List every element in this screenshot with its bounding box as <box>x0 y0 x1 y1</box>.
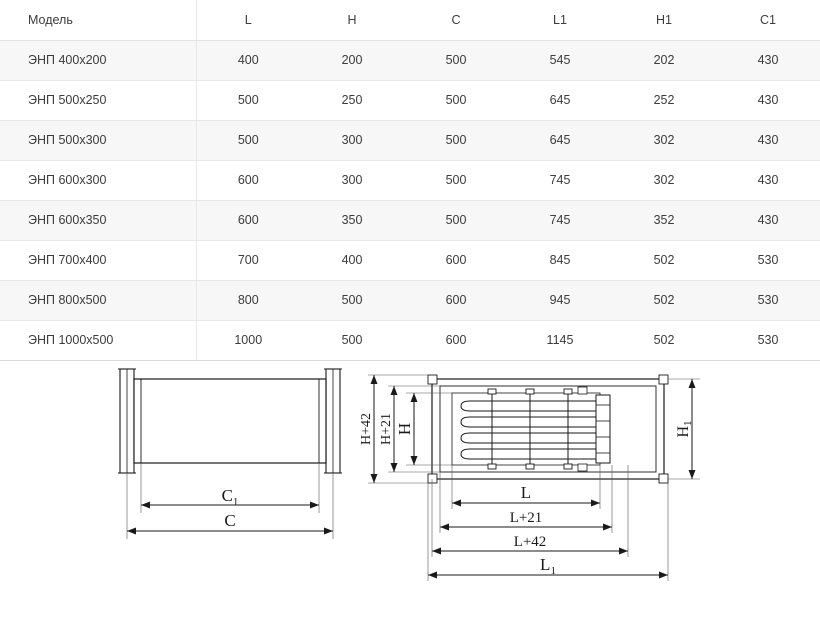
cell-l: 400 <box>196 40 300 80</box>
heater-block <box>452 393 600 465</box>
cell-h1: 302 <box>612 160 716 200</box>
cell-c1: 530 <box>716 320 820 360</box>
cell-l1: 745 <box>508 160 612 200</box>
cell-h1: 202 <box>612 40 716 80</box>
dimension-l1 <box>428 555 668 577</box>
dimension-label-c1: $C_1$ <box>221 485 239 508</box>
support-pad <box>488 389 496 394</box>
cell-l: 800 <box>196 280 300 320</box>
sensor-box <box>578 387 587 394</box>
cell-c1: 530 <box>716 240 820 280</box>
cell-model: ЭНП 800x500 <box>0 280 196 320</box>
cell-c: 500 <box>404 200 508 240</box>
cell-l1: 945 <box>508 280 612 320</box>
dimension-l-plus-21 <box>440 510 612 527</box>
dimension-label-l-plus-21: L+21 <box>509 509 543 526</box>
column-header-l1: L1 <box>508 0 612 40</box>
corner-mount <box>659 375 668 384</box>
dimension-h <box>395 393 414 465</box>
table-row <box>0 80 820 120</box>
column-header-h1: H1 <box>612 0 716 40</box>
cell-l: 500 <box>196 80 300 120</box>
column-header-l: L <box>196 0 300 40</box>
sensor-box <box>578 464 587 471</box>
cell-l1: 745 <box>508 200 612 240</box>
cell-l1: 645 <box>508 120 612 160</box>
cell-h: 250 <box>300 80 404 120</box>
cell-c1: 430 <box>716 80 820 120</box>
corner-mount <box>428 375 437 384</box>
table-header <box>0 0 820 40</box>
table-row <box>0 40 820 80</box>
dimension-h-plus-42 <box>359 375 374 483</box>
cell-model: ЭНП 1000x500 <box>0 320 196 360</box>
table-row <box>0 120 820 160</box>
cell-h: 400 <box>300 240 404 280</box>
dimension-l <box>452 483 600 503</box>
cell-h1: 302 <box>612 120 716 160</box>
table-row <box>0 280 820 320</box>
dimension-label-h-plus-21: H+21 <box>379 412 394 445</box>
cell-c: 500 <box>404 80 508 120</box>
cell-c: 500 <box>404 120 508 160</box>
cell-model: ЭНП 500x250 <box>0 80 196 120</box>
cell-c1: 430 <box>716 120 820 160</box>
table-body <box>0 40 820 360</box>
cell-c1: 430 <box>716 160 820 200</box>
support-pad <box>488 464 496 469</box>
support-pad <box>526 389 534 394</box>
cell-h: 300 <box>300 160 404 200</box>
technical-drawing <box>0 361 820 616</box>
table-header-row <box>0 0 820 40</box>
cell-model: ЭНП 600x350 <box>0 200 196 240</box>
table-row <box>0 160 820 200</box>
dimension-c <box>127 511 333 531</box>
cell-c: 500 <box>404 160 508 200</box>
cell-h1: 502 <box>612 280 716 320</box>
cell-h: 500 <box>300 280 404 320</box>
right-front-view <box>368 375 700 581</box>
cell-c: 600 <box>404 280 508 320</box>
cell-l: 600 <box>196 200 300 240</box>
dimension-label-h: H <box>395 422 414 435</box>
cell-c: 500 <box>404 40 508 80</box>
dimension-c1 <box>141 486 319 508</box>
cell-c: 600 <box>404 320 508 360</box>
cell-c1: 430 <box>716 200 820 240</box>
cell-model: ЭНП 400x200 <box>0 40 196 80</box>
dimension-label-h-plus-42: H+42 <box>359 412 374 445</box>
table-row <box>0 200 820 240</box>
column-header-model: Модель <box>0 0 196 40</box>
left-body <box>134 379 326 463</box>
cell-l: 500 <box>196 120 300 160</box>
cell-h: 300 <box>300 120 404 160</box>
cell-h: 500 <box>300 320 404 360</box>
support-pad <box>564 464 572 469</box>
dimension-label-l-plus-42: L+42 <box>513 533 547 550</box>
cell-model: ЭНП 600x300 <box>0 160 196 200</box>
dimension-h-plus-21 <box>379 386 394 472</box>
table-row <box>0 320 820 360</box>
dimension-label-h1: H1 <box>675 419 694 438</box>
cell-h1: 352 <box>612 200 716 240</box>
cell-l1: 545 <box>508 40 612 80</box>
cell-l1: 845 <box>508 240 612 280</box>
cell-c: 600 <box>404 240 508 280</box>
cell-l1: 645 <box>508 80 612 120</box>
cell-l: 600 <box>196 160 300 200</box>
table-row <box>0 240 820 280</box>
cell-l1: 1145 <box>508 320 612 360</box>
cell-h1: 502 <box>612 320 716 360</box>
dimension-l-plus-42 <box>432 534 628 551</box>
cell-h: 200 <box>300 40 404 80</box>
support-pad <box>526 464 534 469</box>
cell-model: ЭНП 700x400 <box>0 240 196 280</box>
cell-l: 700 <box>196 240 300 280</box>
cell-h: 350 <box>300 200 404 240</box>
dimension-h1 <box>675 379 694 479</box>
dimension-label-l: L <box>520 482 532 502</box>
column-header-c1: C1 <box>716 0 820 40</box>
cell-model: ЭНП 500x300 <box>0 120 196 160</box>
column-header-h: H <box>300 0 404 40</box>
cell-l: 1000 <box>196 320 300 360</box>
cell-c1: 430 <box>716 40 820 80</box>
corner-mount <box>428 474 437 483</box>
drawing-svg <box>0 361 820 616</box>
column-header-c: C <box>404 0 508 40</box>
cell-h1: 252 <box>612 80 716 120</box>
support-pad <box>564 389 572 394</box>
corner-mount <box>659 474 668 483</box>
dimension-label-l1: $L_1$ <box>540 554 556 577</box>
cell-h1: 502 <box>612 240 716 280</box>
dimension-label-c: C <box>224 510 236 530</box>
cell-c1: 530 <box>716 280 820 320</box>
